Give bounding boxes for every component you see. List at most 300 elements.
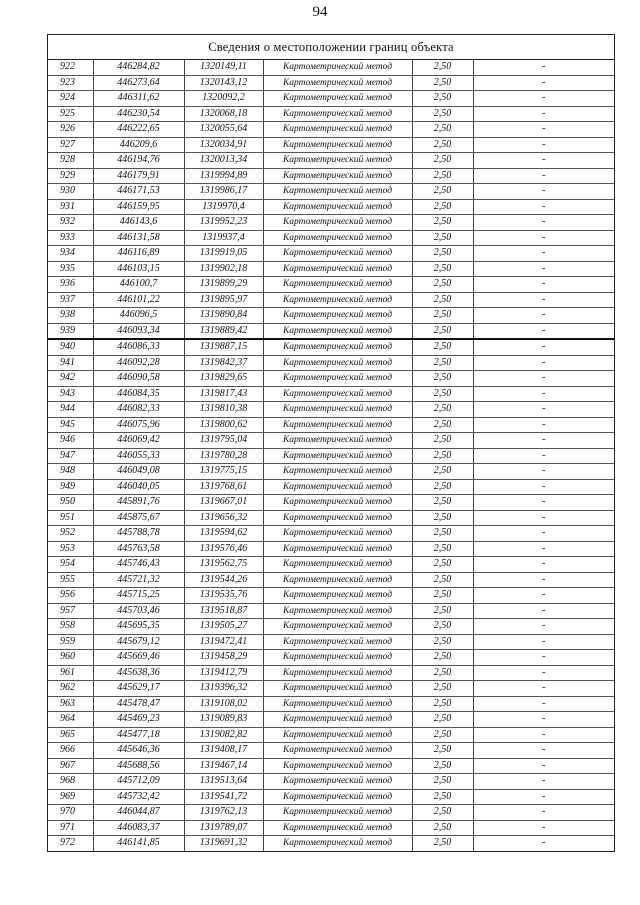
point-number-cell: 922 — [48, 60, 93, 75]
method-cell: Картометрический метод — [263, 75, 412, 91]
table-row — [48, 789, 614, 805]
description-cell: - — [473, 91, 614, 107]
description-cell: - — [473, 774, 614, 790]
table-row — [48, 820, 614, 836]
description-cell: - — [473, 215, 614, 231]
accuracy-cell: 2,50 — [412, 417, 473, 433]
point-number-cell: 968 — [48, 774, 93, 790]
accuracy-cell: 2,50 — [412, 464, 473, 480]
coordinate-y-cell: 1319518,87 — [184, 603, 263, 619]
coordinate-y-cell: 1319994,89 — [184, 168, 263, 184]
coordinate-x-cell: 446311,62 — [93, 91, 184, 107]
sheet-title: Сведения о местоположении границ объекта — [48, 35, 614, 60]
coordinate-x-cell: 446093,34 — [93, 323, 184, 339]
coordinate-y-cell: 1319887,15 — [184, 339, 263, 355]
method-cell: Картометрический метод — [263, 464, 412, 480]
accuracy-cell: 2,50 — [412, 650, 473, 666]
coordinate-y-cell: 1319842,37 — [184, 355, 263, 371]
table-row — [48, 75, 614, 91]
description-cell: - — [473, 448, 614, 464]
accuracy-cell: 2,50 — [412, 526, 473, 542]
point-number-cell: 932 — [48, 215, 93, 231]
coordinate-y-cell: 1319089,83 — [184, 712, 263, 728]
point-number-cell: 962 — [48, 681, 93, 697]
description-cell: - — [473, 137, 614, 153]
table-row — [48, 386, 614, 402]
coordinate-y-cell: 1319458,29 — [184, 650, 263, 666]
table-row — [48, 91, 614, 107]
coordinate-x-cell: 446103,15 — [93, 261, 184, 277]
accuracy-cell: 2,50 — [412, 681, 473, 697]
description-cell: - — [473, 603, 614, 619]
description-cell: - — [473, 727, 614, 743]
point-number-cell: 957 — [48, 603, 93, 619]
method-cell: Картометрический метод — [263, 526, 412, 542]
coordinate-x-cell: 446194,76 — [93, 153, 184, 169]
method-cell: Картометрический метод — [263, 510, 412, 526]
method-cell: Картометрический метод — [263, 774, 412, 790]
table-row — [48, 541, 614, 557]
coordinate-y-cell: 1319412,79 — [184, 665, 263, 681]
point-number-cell: 923 — [48, 75, 93, 91]
coordinate-x-cell: 445746,43 — [93, 557, 184, 573]
coordinate-x-cell: 445703,46 — [93, 603, 184, 619]
coordinate-x-cell: 446090,58 — [93, 371, 184, 387]
description-cell: - — [473, 261, 614, 277]
coordinate-y-cell: 1319810,38 — [184, 402, 263, 418]
method-cell: Картометрический метод — [263, 572, 412, 588]
coordinate-y-cell: 1319899,29 — [184, 277, 263, 293]
method-cell: Картометрический метод — [263, 805, 412, 821]
method-cell: Картометрический метод — [263, 153, 412, 169]
table-row — [48, 60, 614, 75]
accuracy-cell: 2,50 — [412, 820, 473, 836]
method-cell: Картометрический метод — [263, 230, 412, 246]
method-cell: Картометрический метод — [263, 495, 412, 511]
description-cell: - — [473, 743, 614, 759]
table-row — [48, 479, 614, 495]
coordinate-y-cell: 1319467,14 — [184, 758, 263, 774]
coordinate-x-cell: 445875,67 — [93, 510, 184, 526]
coordinate-x-cell: 445669,46 — [93, 650, 184, 666]
method-cell: Картометрический метод — [263, 184, 412, 200]
description-cell: - — [473, 371, 614, 387]
table-row — [48, 215, 614, 231]
method-cell: Картометрический метод — [263, 634, 412, 650]
point-number-cell: 943 — [48, 386, 93, 402]
point-number-cell: 948 — [48, 464, 93, 480]
accuracy-cell: 2,50 — [412, 712, 473, 728]
coordinate-y-cell: 1319768,61 — [184, 479, 263, 495]
accuracy-cell: 2,50 — [412, 743, 473, 759]
coordinates-table-body — [48, 60, 614, 851]
description-cell: - — [473, 464, 614, 480]
accuracy-cell: 2,50 — [412, 199, 473, 215]
point-number-cell: 938 — [48, 308, 93, 324]
coordinate-y-cell: 1319594,62 — [184, 526, 263, 542]
coordinate-x-cell: 446083,37 — [93, 820, 184, 836]
coordinate-y-cell: 1319082,82 — [184, 727, 263, 743]
method-cell: Картометрический метод — [263, 448, 412, 464]
coordinate-x-cell: 445638,36 — [93, 665, 184, 681]
coordinate-x-cell: 446273,64 — [93, 75, 184, 91]
coordinate-x-cell: 445478,47 — [93, 696, 184, 712]
description-cell: - — [473, 712, 614, 728]
description-cell: - — [473, 758, 614, 774]
method-cell: Картометрический метод — [263, 603, 412, 619]
coordinates-table — [48, 60, 614, 851]
table-row — [48, 510, 614, 526]
coordinate-x-cell: 446159,95 — [93, 199, 184, 215]
point-number-cell: 935 — [48, 261, 93, 277]
accuracy-cell: 2,50 — [412, 572, 473, 588]
point-number-cell: 927 — [48, 137, 93, 153]
coordinate-y-cell: 1320055,64 — [184, 122, 263, 138]
accuracy-cell: 2,50 — [412, 433, 473, 449]
coordinate-x-cell: 446092,28 — [93, 355, 184, 371]
coordinate-x-cell: 446116,89 — [93, 246, 184, 262]
method-cell: Картометрический метод — [263, 215, 412, 231]
method-cell: Картометрический метод — [263, 402, 412, 418]
accuracy-cell: 2,50 — [412, 836, 473, 851]
table-row — [48, 495, 614, 511]
point-number-cell: 941 — [48, 355, 93, 371]
accuracy-cell: 2,50 — [412, 402, 473, 418]
description-cell: - — [473, 433, 614, 449]
table-row — [48, 153, 614, 169]
description-cell: - — [473, 106, 614, 122]
table-row — [48, 199, 614, 215]
coordinate-y-cell: 1319762,13 — [184, 805, 263, 821]
coordinate-y-cell: 1319829,65 — [184, 371, 263, 387]
point-number-cell: 967 — [48, 758, 93, 774]
description-cell: - — [473, 402, 614, 418]
description-cell: - — [473, 526, 614, 542]
point-number-cell: 961 — [48, 665, 93, 681]
coordinate-x-cell: 446209,6 — [93, 137, 184, 153]
point-number-cell: 966 — [48, 743, 93, 759]
coordinate-x-cell: 446044,87 — [93, 805, 184, 821]
table-row — [48, 106, 614, 122]
method-cell: Картометрический метод — [263, 681, 412, 697]
table-row — [48, 277, 614, 293]
description-cell: - — [473, 572, 614, 588]
table-row — [48, 371, 614, 387]
point-number-cell: 946 — [48, 433, 93, 449]
coordinate-y-cell: 1319919,05 — [184, 246, 263, 262]
description-cell: - — [473, 292, 614, 308]
coordinate-x-cell: 446230,54 — [93, 106, 184, 122]
point-number-cell: 924 — [48, 91, 93, 107]
method-cell: Картометрический метод — [263, 417, 412, 433]
method-cell: Картометрический метод — [263, 588, 412, 604]
description-cell: - — [473, 230, 614, 246]
table-row — [48, 743, 614, 759]
method-cell: Картометрический метод — [263, 168, 412, 184]
table-row — [48, 433, 614, 449]
description-cell: - — [473, 588, 614, 604]
point-number-cell: 960 — [48, 650, 93, 666]
coordinate-y-cell: 1320034,91 — [184, 137, 263, 153]
coordinate-y-cell: 1319667,01 — [184, 495, 263, 511]
accuracy-cell: 2,50 — [412, 588, 473, 604]
table-row — [48, 665, 614, 681]
accuracy-cell: 2,50 — [412, 727, 473, 743]
accuracy-cell: 2,50 — [412, 261, 473, 277]
method-cell: Картометрический метод — [263, 650, 412, 666]
point-number-cell: 949 — [48, 479, 93, 495]
point-number-cell: 925 — [48, 106, 93, 122]
table-row — [48, 696, 614, 712]
table-row — [48, 805, 614, 821]
method-cell: Картометрический метод — [263, 292, 412, 308]
accuracy-cell: 2,50 — [412, 510, 473, 526]
coordinate-x-cell: 446096,5 — [93, 308, 184, 324]
table-row — [48, 417, 614, 433]
coordinate-y-cell: 1319775,15 — [184, 464, 263, 480]
accuracy-cell: 2,50 — [412, 292, 473, 308]
table-row — [48, 122, 614, 138]
table-row — [48, 634, 614, 650]
coordinate-x-cell: 446075,96 — [93, 417, 184, 433]
accuracy-cell: 2,50 — [412, 184, 473, 200]
table-row — [48, 137, 614, 153]
table-row — [48, 526, 614, 542]
point-number-cell: 955 — [48, 572, 93, 588]
point-number-cell: 964 — [48, 712, 93, 728]
point-number-cell: 965 — [48, 727, 93, 743]
accuracy-cell: 2,50 — [412, 246, 473, 262]
coordinate-x-cell: 445763,58 — [93, 541, 184, 557]
accuracy-cell: 2,50 — [412, 355, 473, 371]
point-number-cell: 930 — [48, 184, 93, 200]
coordinate-y-cell: 1319408,17 — [184, 743, 263, 759]
method-cell: Картометрический метод — [263, 137, 412, 153]
accuracy-cell: 2,50 — [412, 106, 473, 122]
point-number-cell: 953 — [48, 541, 93, 557]
description-cell: - — [473, 479, 614, 495]
point-number-cell: 963 — [48, 696, 93, 712]
coordinate-x-cell: 445469,23 — [93, 712, 184, 728]
point-number-cell: 933 — [48, 230, 93, 246]
method-cell: Картометрический метод — [263, 355, 412, 371]
accuracy-cell: 2,50 — [412, 696, 473, 712]
page-number: 94 — [312, 4, 328, 20]
method-cell: Картометрический метод — [263, 60, 412, 75]
coordinate-y-cell: 1319108,02 — [184, 696, 263, 712]
coordinate-y-cell: 1319513,64 — [184, 774, 263, 790]
accuracy-cell: 2,50 — [412, 557, 473, 573]
point-number-cell: 970 — [48, 805, 93, 821]
coordinate-y-cell: 1319970,4 — [184, 199, 263, 215]
description-cell: - — [473, 386, 614, 402]
description-cell: - — [473, 619, 614, 635]
coordinate-y-cell: 1319817,43 — [184, 386, 263, 402]
description-cell: - — [473, 696, 614, 712]
coordinate-x-cell: 445891,76 — [93, 495, 184, 511]
point-number-cell: 950 — [48, 495, 93, 511]
coordinate-y-cell: 1319800,62 — [184, 417, 263, 433]
accuracy-cell: 2,50 — [412, 215, 473, 231]
table-row — [48, 292, 614, 308]
coordinate-x-cell: 446055,33 — [93, 448, 184, 464]
method-cell: Картометрический метод — [263, 122, 412, 138]
method-cell: Картометрический метод — [263, 246, 412, 262]
coordinate-y-cell: 1320149,11 — [184, 60, 263, 75]
description-cell: - — [473, 60, 614, 75]
coordinate-y-cell: 1319396,32 — [184, 681, 263, 697]
coordinate-x-cell: 445477,18 — [93, 727, 184, 743]
point-number-cell: 931 — [48, 199, 93, 215]
table-row — [48, 588, 614, 604]
coordinate-x-cell: 446284,82 — [93, 60, 184, 75]
accuracy-cell: 2,50 — [412, 634, 473, 650]
description-cell: - — [473, 339, 614, 355]
coordinate-x-cell: 446141,85 — [93, 836, 184, 851]
method-cell: Картометрический метод — [263, 541, 412, 557]
coordinate-x-cell: 445715,25 — [93, 588, 184, 604]
description-cell: - — [473, 665, 614, 681]
description-cell: - — [473, 417, 614, 433]
point-number-cell: 942 — [48, 371, 93, 387]
method-cell: Картометрический метод — [263, 261, 412, 277]
accuracy-cell: 2,50 — [412, 541, 473, 557]
coordinate-y-cell: 1319535,76 — [184, 588, 263, 604]
coordinate-y-cell: 1320068,18 — [184, 106, 263, 122]
coordinate-y-cell: 1319544,26 — [184, 572, 263, 588]
description-cell: - — [473, 495, 614, 511]
coordinate-y-cell: 1319890,84 — [184, 308, 263, 324]
table-row — [48, 619, 614, 635]
method-cell: Картометрический метод — [263, 339, 412, 355]
table-row — [48, 308, 614, 324]
coordinate-x-cell: 445679,12 — [93, 634, 184, 650]
method-cell: Картометрический метод — [263, 371, 412, 387]
accuracy-cell: 2,50 — [412, 386, 473, 402]
point-number-cell: 947 — [48, 448, 93, 464]
table-row — [48, 836, 614, 851]
description-cell: - — [473, 75, 614, 91]
coordinate-y-cell: 1319889,42 — [184, 323, 263, 339]
table-row — [48, 603, 614, 619]
method-cell: Картометрический метод — [263, 323, 412, 339]
coordinate-x-cell: 445712,09 — [93, 774, 184, 790]
description-cell: - — [473, 510, 614, 526]
point-number-cell: 959 — [48, 634, 93, 650]
point-number-cell: 929 — [48, 168, 93, 184]
table-row — [48, 261, 614, 277]
coordinate-y-cell: 1319576,46 — [184, 541, 263, 557]
table-row — [48, 246, 614, 262]
table-row — [48, 712, 614, 728]
accuracy-cell: 2,50 — [412, 789, 473, 805]
coordinate-y-cell: 1319895,97 — [184, 292, 263, 308]
coordinate-x-cell: 446049,08 — [93, 464, 184, 480]
description-cell: - — [473, 820, 614, 836]
method-cell: Картометрический метод — [263, 308, 412, 324]
description-cell: - — [473, 805, 614, 821]
point-number-cell: 972 — [48, 836, 93, 851]
coordinate-x-cell: 446082,33 — [93, 402, 184, 418]
coordinate-x-cell: 445732,42 — [93, 789, 184, 805]
point-number-cell: 944 — [48, 402, 93, 418]
accuracy-cell: 2,50 — [412, 230, 473, 246]
accuracy-cell: 2,50 — [412, 495, 473, 511]
coordinate-x-cell: 446101,22 — [93, 292, 184, 308]
description-cell: - — [473, 246, 614, 262]
table-row — [48, 230, 614, 246]
method-cell: Картометрический метод — [263, 820, 412, 836]
coordinate-y-cell: 1319505,27 — [184, 619, 263, 635]
point-number-cell: 954 — [48, 557, 93, 573]
table-row — [48, 323, 614, 339]
method-cell: Картометрический метод — [263, 386, 412, 402]
coordinate-x-cell: 446086,33 — [93, 339, 184, 355]
accuracy-cell: 2,50 — [412, 75, 473, 91]
point-number-cell: 969 — [48, 789, 93, 805]
description-cell: - — [473, 323, 614, 339]
table-row — [48, 572, 614, 588]
method-cell: Картометрический метод — [263, 743, 412, 759]
description-cell: - — [473, 681, 614, 697]
table-row — [48, 727, 614, 743]
method-cell: Картометрический метод — [263, 433, 412, 449]
coordinate-y-cell: 1319937,4 — [184, 230, 263, 246]
coordinate-x-cell: 446040,05 — [93, 479, 184, 495]
accuracy-cell: 2,50 — [412, 619, 473, 635]
table-row — [48, 339, 614, 355]
accuracy-cell: 2,50 — [412, 137, 473, 153]
accuracy-cell: 2,50 — [412, 665, 473, 681]
accuracy-cell: 2,50 — [412, 371, 473, 387]
method-cell: Картометрический метод — [263, 277, 412, 293]
method-cell: Картометрический метод — [263, 557, 412, 573]
point-number-cell: 956 — [48, 588, 93, 604]
coordinate-y-cell: 1319780,28 — [184, 448, 263, 464]
method-cell: Картометрический метод — [263, 106, 412, 122]
coordinate-x-cell: 446131,58 — [93, 230, 184, 246]
table-row — [48, 184, 614, 200]
accuracy-cell: 2,50 — [412, 339, 473, 355]
description-cell: - — [473, 122, 614, 138]
description-cell: - — [473, 557, 614, 573]
point-number-cell: 945 — [48, 417, 93, 433]
method-cell: Картометрический метод — [263, 712, 412, 728]
coordinate-x-cell: 445646,36 — [93, 743, 184, 759]
description-cell: - — [473, 541, 614, 557]
accuracy-cell: 2,50 — [412, 323, 473, 339]
table-row — [48, 464, 614, 480]
method-cell: Картометрический метод — [263, 727, 412, 743]
accuracy-cell: 2,50 — [412, 91, 473, 107]
coordinate-x-cell: 446069,42 — [93, 433, 184, 449]
coordinate-y-cell: 1319541,72 — [184, 789, 263, 805]
point-number-cell: 936 — [48, 277, 93, 293]
accuracy-cell: 2,50 — [412, 774, 473, 790]
method-cell: Картометрический метод — [263, 696, 412, 712]
coordinate-x-cell: 446171,53 — [93, 184, 184, 200]
accuracy-cell: 2,50 — [412, 805, 473, 821]
coordinate-y-cell: 1319902,18 — [184, 261, 263, 277]
method-cell: Картометрический метод — [263, 479, 412, 495]
coordinate-x-cell: 445629,17 — [93, 681, 184, 697]
table-row — [48, 402, 614, 418]
table-row — [48, 774, 614, 790]
point-number-cell: 958 — [48, 619, 93, 635]
accuracy-cell: 2,50 — [412, 603, 473, 619]
accuracy-cell: 2,50 — [412, 168, 473, 184]
accuracy-cell: 2,50 — [412, 308, 473, 324]
